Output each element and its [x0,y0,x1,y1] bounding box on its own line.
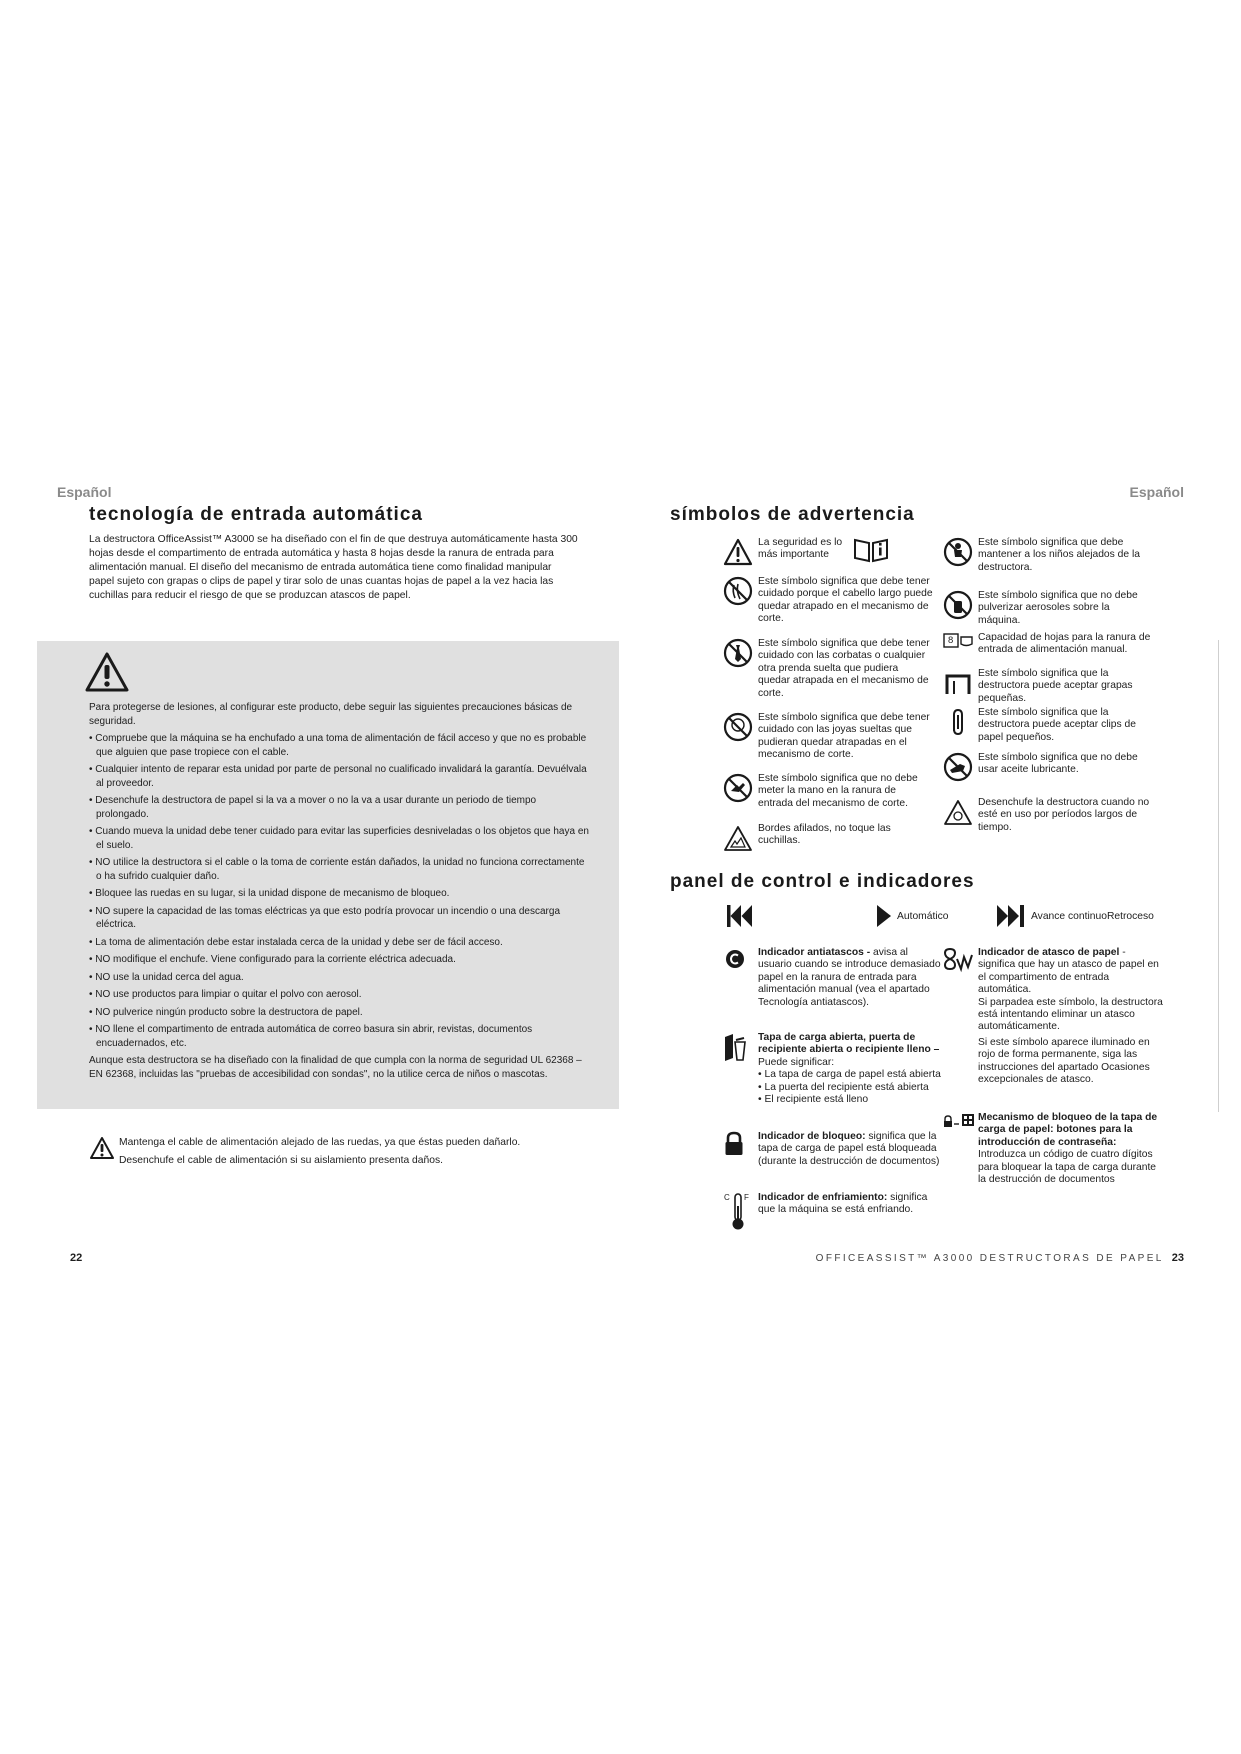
language-label-left: Español [57,484,112,500]
no-tie-icon [723,638,753,668]
control-panel-title: panel de control e indicadores [670,871,975,892]
symbol-hand-text: Este símbolo significa que no debe meter la mano en la ranura de entrada del mecanismo de corte. [758,773,918,809]
auto-feed-title: tecnología de entrada automática [89,504,423,525]
no-children-icon [943,537,973,567]
lid-list [758,1069,943,1106]
list-item: • NO utilice la destructora si el cable o la toma de corriente están dañados, la unidad no funciona correctamente o ha sufrido cualquier daño. [89,857,585,882]
list-item: • NO modifique el enchufe. Viene configurado para la corriente eléctrica adecuada. [89,954,456,965]
footer-title: OFFICEASSIST™ A3000 DESTRUCTORAS DE PAPEL [815,1253,1164,1264]
paper-jam-title: Indicador de atasco de papel [978,947,1120,958]
list-item: • Cuando mueva la unidad debe tener cuidado para evitar las superficies desniveladas o los objetos que haya en el suelo. [89,826,589,851]
language-label-right: Español [1129,484,1184,500]
forward-label: Avance continuo [1031,911,1107,922]
safety-closing: Aunque esta destructora se ha diseñado con la finalidad de que cumpla con la norma de seguridad UL 62368 – EN 62368, incluidas las "pruebas de accesibilidad con sondas", no la utilice cerca de niños o mascotas. [89,1055,582,1080]
forward-reverse-labels [1031,911,1154,922]
password-lock-title: Mecanismo de bloqueo de la tapa de carga de papel: botones para la introducción de contraseña: [978,1112,1158,1148]
list-item: • La tapa de carga de papel está abierta [758,1069,941,1081]
cable-note-2: Desenchufe el cable de alimentación si su aislamiento presenta daños. [119,1155,443,1166]
sharp-edges-icon [723,823,753,853]
antijam-title: Indicador antiatascos - [758,947,871,958]
reverse-icon [727,905,753,927]
password-lock-text [978,1112,1163,1186]
page-number-left: 22 [70,1252,83,1264]
staple-icon [943,668,973,698]
symbol-safety-text: La seguridad es lo más importante [758,537,843,561]
list-item: • NO supere la capacidad de las tomas eléctricas ya que esto podría provocar un incendio o una descarga eléctrica. [89,905,561,930]
bin-full-icon [723,1032,749,1064]
manual-info-icon [853,537,889,563]
antijam-desc: avisa al usuario cuando se introduce demasiado papel en la ranura de entrada para alimentación manual (vea el apartado Tecnología antiatascos). [758,947,941,1008]
lock-desc: significa que la tapa de carga de papel está bloqueada (durante la destrucción de documentos) [758,1131,940,1167]
auto-play-icon [877,905,891,927]
no-oil-icon [943,752,973,782]
list-item: • Compruebe que la máquina se ha enchufado a una toma de alimentación de fácil acceso y que no es probable que alguien que pase tropiece con el cable. [89,733,587,758]
warning-triangle-icon [84,651,130,693]
list-item: • NO pulverice ningún producto sobre la destructora de papel. [89,1006,363,1018]
footer-right [816,1252,1184,1264]
symbol-children-text: Este símbolo significa que debe mantener a los niños alejados de la destructora. [978,537,1140,573]
cooling-title: Indicador de enfriamiento: [758,1192,888,1203]
symbol-tie-text: Este símbolo significa que debe tener cuidado con las corbatas o cualquier otra prenda suelta que pudiera quedar atrapada en el mecanismo de corte. [758,638,930,699]
no-aerosol-icon [943,590,973,620]
no-long-hair-icon [723,576,753,606]
symbol-oil-text: Este símbolo significa que no debe usar aceite lubricante. [978,752,1138,776]
cable-note-1: Mantenga el cable de alimentación alejado de las ruedas, ya que éstas pueden dañarlo. [119,1137,521,1148]
list-item: • NO use productos para limpiar o quitar el polvo con aerosol. [89,989,362,1000]
password-lock-icon [943,1112,975,1128]
list-item: • Bloquee las ruedas en su lugar, si la unidad dispone de mecanismo de bloqueo. [89,888,450,899]
safety-text [89,701,589,1085]
forward-icon [997,905,1025,927]
list-item: • La toma de alimentación debe estar instalada cerca de la unidad y debe ser de fácil acceso. [89,936,503,948]
password-lock-desc: Introduzca un código de cuatro dígitos para bloquear la tapa de carga durante la destrucción de documentos [978,1149,1157,1186]
cooling-text [758,1192,928,1217]
list-item: • La puerta del recipiente está abierta [758,1081,929,1093]
no-hand-icon [723,773,753,803]
paper-jam-text [978,947,1163,1086]
cooling-desc: significa que la máquina se está enfriando. [758,1192,928,1216]
no-jewelry-icon [723,712,753,742]
auto-feed-intro: La destructora OfficeAssist™ A3000 se ha diseñado con el fin de que destruya automáticamente hasta 300 hojas desde el compartimento de entrada automática y hasta 8 hojas desde la ranura de entrada para alimentación manual. El diseño del mecanismo de entrada automática tiene como finalidad manipular papel sujeto con grapas o clips de papel y tirar solo de unas cuantas hojas de papel a la vez hacia las cuchillas para reducir el riesgo de que se produzcan atascos de papel. [89,534,578,601]
symbol-capacity-text: Capacidad de hojas para la ranura de entrada de alimentación manual. [978,632,1151,656]
symbol-hair-text: Este símbolo significa que debe tener cuidado porque el cabello largo puede quedar atrapado en el mecanismo de corte. [758,576,933,625]
symbol-aerosol-text: Este símbolo significa que no debe pulverizar aerosoles sobre la máquina. [978,590,1138,626]
symbol-unplug-text: Desenchufe la destructora cuando no esté en uso por períodos largos de tiempo. [978,797,1150,833]
symbol-clips-text: Este símbolo significa que la destructora puede aceptar clips de papel pequeños. [978,707,1136,743]
cable-note [89,1136,569,1172]
lock-text [758,1131,943,1168]
paper-jam-desc: - significa que hay un atasco de papel en el compartimento de entrada automática. [978,947,1159,996]
paper-jam-icon [943,947,973,973]
unplug-icon [943,797,973,827]
lid-desc: Puede significar: [758,1056,835,1068]
reverse-label: Retroceso [1106,911,1154,922]
sheet-capacity-number: 8 [948,635,954,646]
lid-text [758,1032,943,1106]
symbol-blades-text: Bordes afilados, no toque las cuchillas. [758,823,891,847]
list-item: • NO use la unidad cerca del agua. [89,971,244,983]
paper-clip-icon [943,707,973,737]
safety-box [37,641,619,1109]
page-number-right: 23 [1171,1252,1184,1264]
list-item: • Cualquier intento de reparar esta unidad por parte de personal no cualificado invalidará la garantía. Devuélvala al proveedor. [89,764,587,789]
lock-title: Indicador de bloqueo: [758,1131,866,1142]
auto-label: Automático [897,911,949,922]
warning-symbols-title: símbolos de advertencia [670,504,915,525]
fahrenheit-label: F [744,1193,749,1202]
lock-icon [723,1131,745,1157]
celsius-label: C [724,1193,730,1202]
paper-jam-blink: Si parpadea este símbolo, la destructora está intentando eliminar un atasco automáticamente. [978,996,1163,1033]
list-item: • Desenchufe la destructora de papel si la va a mover o no la va a usar durante un periodo de tiempo prolongado. [89,795,537,820]
paper-jam-steady: Si este símbolo aparece iluminado en rojo de forma permanente, siga las instrucciones del apartado Ocasiones excepcionales de atasco. [978,1036,1150,1086]
list-item: • NO llene el compartimento de entrada automática de correo basura sin abrir, revistas, documentos encuadernados, etc. [89,1024,533,1049]
safety-list [89,732,589,1050]
warning-triangle-icon [89,1136,115,1160]
safety-lead: Para protegerse de lesiones, al configurar este producto, debe seguir las siguientes precauciones básicas de seguridad. [89,702,573,727]
warning-triangle-icon [723,537,753,567]
antijam-icon [723,947,747,971]
list-item: • El recipiente está lleno [758,1094,869,1106]
lid-title: Tapa de carga abierta, puerta de recipiente abierta o recipiente lleno – [758,1032,940,1056]
antijam-text [758,947,943,1009]
symbol-jewelry-text: Este símbolo significa que debe tener cuidado con las joyas sueltas que pudieran quedar atrapadas en el mecanismo de corte. [758,712,930,761]
page-edge-rule [1218,640,1219,1112]
symbol-staples-text: Este símbolo significa que la destructora puede aceptar grapas pequeñas. [978,668,1133,704]
